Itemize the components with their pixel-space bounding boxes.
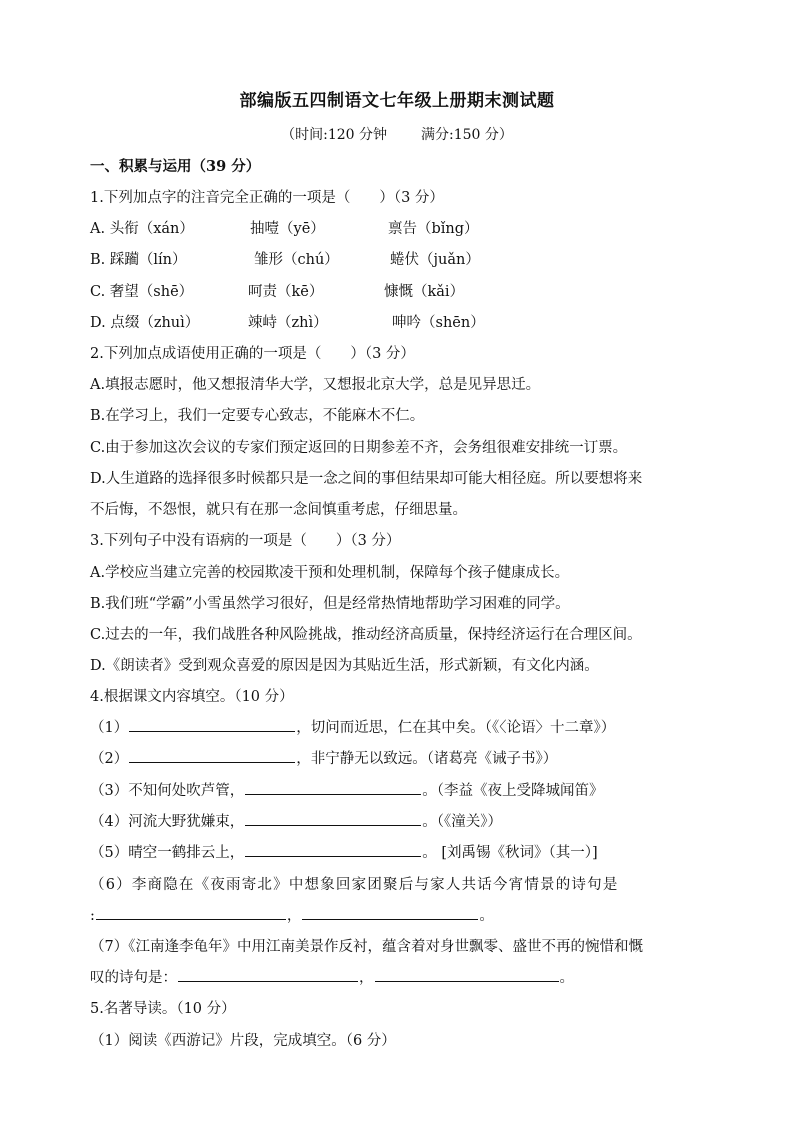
q4-item-2-number: （2） — [90, 751, 129, 767]
q3-option-b: B.我们班“学霸”小雪虽然学习很好，但是经常热情地帮助学习困难的同学。 — [90, 596, 570, 612]
q3-option-c: C.过去的一年，我们战胜各种风险挑战，推动经济高质量，保持经济运行在合理区间。 — [90, 627, 642, 643]
q1-stem: 1.下列加点字的注音完全正确的一项是（ ）（3 分） — [90, 190, 444, 206]
q2-option-b: B.在学习上，我们一定要专心致志，不能麻木不仁。 — [90, 408, 425, 424]
answer-blank[interactable] — [129, 748, 295, 763]
answer-blank[interactable] — [245, 811, 421, 826]
q1-option-d-2: 竦峙（zhì） — [248, 315, 328, 331]
q4-item-6-period: 。 — [479, 908, 494, 924]
q4-item-4-source: 。（《潼关》） — [422, 814, 502, 830]
q1-option-a-3: 禀告（bǐng） — [388, 221, 479, 237]
q4-item-3 — [90, 779, 603, 800]
answer-blank[interactable] — [178, 967, 358, 982]
q3-stem: 3.下列句子中没有语病的一项是（ ）（3 分） — [90, 533, 401, 549]
q4-item-7-answer — [90, 966, 574, 987]
q2-option-d-line2: 不后悔，不怨恨，就只有在那一念间慎重考虑，仔细思量。 — [90, 502, 467, 518]
exam-meta — [0, 124, 794, 144]
answer-blank[interactable] — [302, 905, 478, 920]
answer-blank[interactable] — [245, 842, 421, 857]
q4-item-4 — [90, 810, 502, 831]
q1-option-b-2: 雏形（chú） — [254, 252, 339, 268]
q4-item-5 — [90, 841, 598, 862]
q1-option-c-1: C. 奢望（shē） — [90, 284, 194, 300]
answer-blank[interactable] — [129, 717, 295, 732]
q1-option-b-1: B. 踩躏（lín） — [90, 252, 187, 268]
answer-blank[interactable] — [245, 780, 421, 795]
answer-blank[interactable] — [375, 967, 559, 982]
q4-item-7-period: 。 — [559, 970, 574, 986]
q4-item-1-text: ，切问而近思，仁在其中矣。（《〈论语〉十二章》） — [296, 720, 616, 736]
q1-option-b-3: 蜷伏（juǎn） — [390, 252, 480, 268]
q2-option-d-line1: D.人生道路的选择很多时候都只是一念之间的事但结果却可能大相径庭。所以要想将来 — [90, 471, 643, 487]
q4-item-1 — [90, 716, 615, 737]
q4-item-2 — [90, 747, 557, 768]
q1-option-d-3: 呻吟（shēn） — [392, 315, 485, 331]
q4-item-2-text: ，非宁静无以致远。（诸葛亮《诫子书》） — [296, 751, 558, 767]
q3-option-d: D.《朗读者》受到观众喜爱的原因是因为其贴近生活，形式新颖，有文化内涵。 — [90, 658, 599, 674]
page-title: 部编版五四制语文七年级上册期末测试题 — [239, 91, 555, 111]
q4-item-3-text: （3）不知何处吹芦管， — [90, 783, 245, 799]
q4-stem: 4.根据课文内容填空。（10 分） — [90, 689, 294, 705]
q4-item-5-text: （5）晴空一鹤排云上， — [90, 845, 245, 861]
q4-item-6-stem: （6）李商隐在《夜雨寄北》中想象回家团聚后与家人共话今宵情景的诗句是 — [90, 877, 619, 893]
exam-time: （时间:120 分钟 — [281, 127, 387, 143]
q1-option-a-1: A. 头衔（xán） — [90, 221, 194, 237]
q2-option-a: A.填报志愿时，他又想报清华大学，又想报北京大学，总是见异思迁。 — [90, 377, 541, 393]
q4-item-6-answer — [90, 904, 494, 925]
q1-option-c-2: 呵责（kē） — [248, 284, 324, 300]
q5-stem: 5.名著导读。（10 分） — [90, 1001, 236, 1017]
q4-item-3-source: 。（李益《夜上受降城闻笛》 — [422, 783, 604, 799]
q4-item-4-text: （4）河流大野犹嫌束， — [90, 814, 245, 830]
q2-stem: 2.下列加点成语使用正确的一项是（ ）（3 分） — [90, 346, 415, 362]
q4-item-1-number: （1） — [90, 720, 129, 736]
q4-item-5-source: 。 [刘禹锡《秋词》（其一）] — [422, 845, 598, 861]
q2-option-c: C.由于参加这次会议的专家们预定返回的日期参差不齐，会务组很难安排统一订票。 — [90, 440, 628, 456]
q1-option-a-2: 抽噎（yē） — [250, 221, 325, 237]
section-heading: 一、积累与运用（39 分） — [90, 158, 261, 175]
q1-option-c-3: 慷慨（kǎi） — [384, 284, 465, 300]
q4-item-7-stem: （7）《江南逢李龟年》中用江南美景作反衬，蕴含着对身世飘零、盛世不再的惋惜和慨 — [90, 939, 643, 955]
q4-item-7-comma: ， — [359, 970, 374, 986]
answer-blank[interactable] — [96, 905, 286, 920]
q4-item-7-label: 叹的诗句是： — [90, 970, 177, 986]
q3-option-a: A.学校应当建立完善的校园欺凌干预和处理机制，保障每个孩子健康成长。 — [90, 565, 570, 581]
exam-score: 满分:150 分） — [421, 127, 513, 143]
q5-sub-1: （1）阅读《西游记》片段，完成填空。（6 分） — [90, 1033, 396, 1049]
q4-item-6-colon: : — [90, 908, 95, 924]
q4-item-6-comma: ， — [286, 908, 302, 924]
q1-option-d-1: D. 点缀（zhuì） — [90, 315, 200, 331]
